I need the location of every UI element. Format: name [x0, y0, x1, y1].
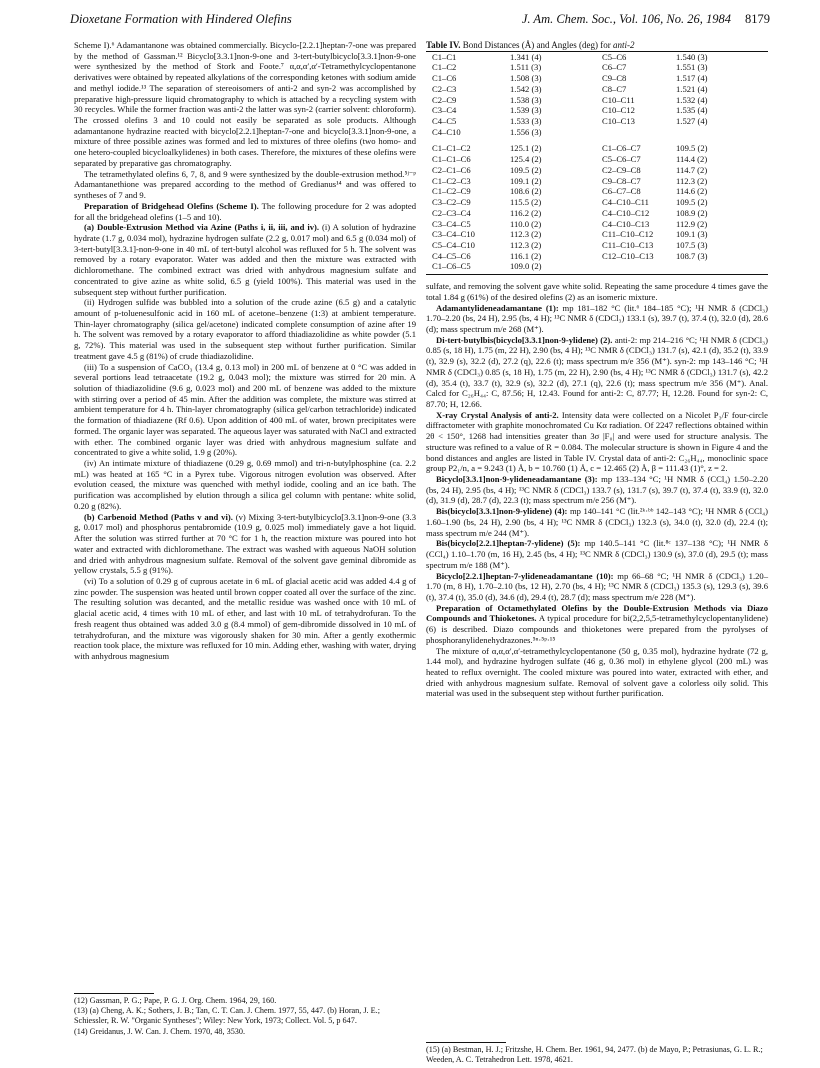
table-cell-atom-pair: C1–C2–C9 [432, 186, 471, 197]
paragraph-text: anti-2: mp 214–216 °C; ¹H NMR δ (CDCl₃) 0.85 (s, 18 H), 1.75 (m, 22 H), 2.90 (bs, 4 H); ¹³C NMR δ (CDCl₃) 131.7 (s), 42.1 (d), 35.2 (t), 33.9 (t), 32.9 (s), 32.2 (d), 27.2 (q), 22.6 (t); mass spectrum m/e 356 (M⁺). syn-2: mp 143–146 °C; ¹H NMR δ (CDCl₃) 0.85 (s, 18 H), 1.75 (m, 22 H), 2.90 (bs, 4 H); ¹³C NMR δ (CDCl₃) 131.7 (s), 42.2 (d), 35.4 (t), 33.7 (t), 32.9 (s), 32.2 (d), 27.1 (q), 22.6 (t); mass spectrum m/e 356 (M⁺). Anal. Calcd for C₂₆H₄₄: C, 87.56; H, 12.43. Found for anti-2: C, 87.77; H, 12.28. Found for syn-2: C, 87.70; H, 12.66. [426, 334, 768, 409]
table-cell-value: 115.5 (2) [510, 197, 542, 208]
table-cell-atom-pair: C3–C4–C5 [432, 218, 471, 229]
table-row [432, 229, 762, 240]
table-row [432, 197, 762, 208]
table-cell-atom-pair: C3–C4–C10 [432, 229, 475, 240]
paragraph [74, 222, 416, 297]
table-row [432, 73, 762, 84]
table-cell-value: 1.511 (3) [510, 62, 542, 73]
footnote: (15) (a) Bestman, H. J.; Fritzshe, H. Chem. Ber. 1961, 94, 2477. (b) de Mayo, P.; Petrasiunas, G. L. R.; Weeden, A. C. Tetrahedron Lett. 1978, 4621. [426, 1045, 763, 1065]
table-bottom-rule [426, 274, 768, 275]
footnote: (14) Greidanus, J. W. Can. J. Chem. 1970, 48, 3530. [74, 1026, 246, 1036]
paragraph [426, 335, 768, 410]
table-cell-atom-pair: C4–C5–C6 [432, 250, 471, 261]
table-cell-value [676, 261, 762, 272]
table-cell-value: 1.508 (3) [510, 73, 542, 84]
paragraph-heading: (a) Double-Extrusion Method via Azine (Paths i, ii, iii, and iv). [84, 222, 320, 233]
table-cell-value: 109.1 (2) [510, 175, 542, 186]
paragraph-heading: Preparation of Octamethylated Olefins by the Double-Extrusion Methods via Diazo Compounds and Thioketones. [426, 602, 768, 624]
table-caption-compound: anti-2 [613, 40, 635, 50]
table-cell-atom-pair: C2–C3 [432, 83, 457, 94]
table-row [432, 62, 762, 73]
table-cell-atom-pair: C5–C6–C7 [602, 154, 641, 165]
table-cell-value: 1.540 (3) [676, 51, 708, 62]
right-column-body [426, 281, 768, 699]
paragraph-text: The following procedure for 2 was adopted for all the bridgehead olefins (1–5 and 10). [74, 200, 416, 222]
table-cell-atom-pair [602, 261, 676, 272]
table-cell-value: 1.517 (4) [676, 73, 708, 84]
paragraph-heading: Bis(bicyclo[3.3.1]non-9-ylidene) (4): [436, 506, 568, 517]
paragraph-text: (vi) To a solution of 0.29 g of cuprous acetate in 6 mL of glacial acetic acid was added 4.4 g of zinc powder. The suspension was heated until brown copper coated all over the surface of the zinc. The resulting solution was decanted, and the metallic residue was washed once with 10 mL of glacial acetic acid, 4 times with 10 mL of ether, and last with 10 mL of tetrahydrofuran. To the fresh reagent thus obtained was added 3.0 g (8.4 mmol) of gem-dibromide dissolved in 10 mL of tetrahydrofuran, and the mixture was vigorously shaken for 30 min. After a gently exothermic reaction took place, the mixture was refluxed for 10 min. Adding ether, washing with water, drying with anhydrous magnesium [74, 575, 416, 661]
paragraph [426, 303, 768, 335]
table-row [432, 105, 762, 116]
table-cell-atom-pair: C4–C10–C13 [602, 218, 650, 229]
table-cell-value: 1.538 (3) [510, 94, 542, 105]
paragraph-text: Scheme I).⁶ Adamantanone was obtained commercially. Bicyclo-[2.2.1]heptan-7-one was prepared by the method of Gassman.¹² Bicyclo[3.3.1]non-9-one and 3-tert-butylbicyclo[3.3.1]non-9-one were synthesized by the method of Stork and Foote.⁷ α,α,α′,α′-Tetramethylcyclopentanone derivatives were obtained by repeated alkylations of the corresponding ketones with sodium amide and methyl iodide.¹³ The separation of stereoisomers of anti-2 and syn-2 was accomplished by preparative high-pressure liquid chromatography to which is attached by a recycling system with 30 recycles. While the former fraction was anti-2 the latter was syn-2 (carrier solvent: chloroform). The crossed olefins 3 and 10 could not easily be separated as sole products. Although adamantanone hydrazine reacted with bicyclo[2.2.1]heptan-7-one and bicyclo[3.3.1]non-9-one, a mixture of three possible azines was formed and led to mixtures of three olefins (two homo- and one hetero-coupled bicycloalkylidenes) in both cases. Therefore, the mixtures of these olefins were separated by preparative gas chromatography. [74, 40, 416, 168]
paragraph-text: (iv) An intimate mixture of thiadiazene (0.29 g, 0.69 mmol) and tri-n-butylphosphine (ca. 2.2 mL) was heated at 165 °C in a Pyrex tube. Vigorous nitrogen evolution was observed. After evolution ceased, the mixture was quenched with methyl iodide, cooling and an ice bath. The purification was accomplished by elution through a silica gel column with pentane: white solid, 0.20 g (82%). [74, 458, 416, 511]
paragraph [426, 603, 768, 646]
table-cell-value: 109.0 (2) [510, 261, 542, 272]
paragraph-text: (i) A solution of hydrazine hydrate (1.7 g, 0.034 mol), hydrazine hydrogen sulfate (2.2 g, 0.017 mol) and 6.5 g (0.034 mol) of 3-tert-butyl[3.3.1]-non-9-one in 40 mL of tert-butyl alcohol was refluxed for 5 h. The solvent was removed by a rotary evaporator. Water was added and then the mixture was extracted with dichloromethane. The combined extract was dried with anhydrous magnesium sulfate and concentrated to give azine as white solid, 6.5 g (yield 100%). This material was used in the subsequent step without further purification. [74, 222, 416, 297]
table-row [432, 84, 762, 95]
table-row [432, 154, 762, 165]
table-cell-value: 112.3 (2) [510, 229, 542, 240]
paragraph [426, 538, 768, 570]
paragraph-heading: (b) Carbenoid Method (Paths v and vi). [84, 511, 233, 522]
table-cell-value [676, 127, 762, 138]
table-cell-atom-pair: C1–C6 [432, 73, 457, 84]
table-cell-atom-pair: C8–C7 [602, 83, 627, 94]
paragraph [74, 297, 416, 361]
paragraph-heading: Bicyclo[2.2.1]heptan-7-ylideneadamantane (10): [436, 570, 614, 581]
table-cell-value: 1.341 (4) [510, 51, 542, 62]
paragraph-heading: Di-tert-butylbis(bicyclo[3.3.1]non-9-ylidene) (2). [436, 334, 613, 345]
table-cell-atom-pair: C4–C10 [432, 126, 461, 137]
paragraph-heading: Bis(bicyclo[2.2.1]heptan-7-ylidene) (5): [436, 538, 581, 549]
table-cell-value: 108.7 (3) [676, 250, 708, 261]
table-cell-value: 114.6 (2) [676, 186, 708, 197]
paragraph [426, 506, 768, 538]
table-cell-atom-pair: C10–C11 [602, 94, 635, 105]
table-cell-value: 1.521 (4) [676, 83, 708, 94]
table-cell-atom-pair: C1–C2–C3 [432, 175, 471, 186]
table-row [432, 143, 762, 154]
table-cell-atom-pair: C1–C2 [432, 62, 457, 73]
table-cell-atom-pair: C1–C6–C7 [602, 143, 641, 154]
running-header [70, 12, 770, 30]
right-footnotes [426, 1045, 768, 1065]
left-footnotes [74, 996, 416, 1037]
footnote: (13) (a) Cheng, A. K.; Sothers, J. B.; Tan, C. T. Can. J. Chem. 1977, 55, 447. (b) Horan, J. E.; Schiessler, R. W. "Organic Syntheses"; Wiley: New York, 1973; Collect. Vol. 5, p 647. [74, 1006, 380, 1026]
paragraph-text: mp 181–182 °C (lit.⁶ 184–185 °C); ¹H NMR δ (CDCl₃) 1.70–2.20 (bs, 24 H), 2.95 (bs, 4 H); ¹³C NMR δ (CDCl₃) 133.1 (s), 39.7 (t), 37.4 (t), 32.0 (d), 28.6 (d); mass spectrum m/e 268 (M⁺). [426, 302, 768, 334]
table-row [432, 208, 762, 219]
table-cell-value: 1.556 (3) [510, 126, 542, 137]
page-number: 8179 [745, 12, 770, 26]
right-text-column [426, 40, 768, 699]
table-cell-atom-pair: C2–C1–C6 [432, 164, 471, 175]
paragraph [426, 646, 768, 700]
table-cell-atom-pair: C4–C10–C11 [602, 197, 649, 208]
table-cell-value: 112.3 (2) [510, 239, 542, 250]
table-cell-value: 1.539 (3) [510, 105, 542, 116]
table-row [432, 240, 762, 251]
paragraph-text: mp 66–68 °C; ¹H NMR δ (CDCl₃) 1.20–1.70 (m, 8 H), 1.70–2.10 (bs, 12 H), 2.70 (bs, 4 H); ¹³C NMR δ (CDCl₃) 135.3 (s), 129.3 (s), 39.6 (t), 37.4 (t), 35.0 (d), 34.6 (d), 29.4 (t), 28.7 (d); mass spectrum m/e 228 (M⁺). [426, 570, 768, 602]
table-cell-value: 116.1 (2) [510, 250, 542, 261]
table-cell-atom-pair: C9–C8–C7 [602, 175, 641, 186]
table-row [432, 95, 762, 106]
paragraph-text: mp 140.5–141 °C (lit.⁸ᶜ 137–138 °C); ¹H NMR δ (CCl₄) 1.10–1.70 (m, 16 H), 2.45 (bs, 4 H); ¹³C NMR δ (CDCl₃) 130.9 (s), 37.0 (d), 29.5 (t); mass spectrum m/e 188 (M⁺). [426, 538, 768, 570]
footnote: (12) Gassman, P. G.; Pape, P. G. J. Org. Chem. 1964, 29, 160. [74, 996, 277, 1005]
table-cell-value: 1.551 (3) [676, 62, 708, 73]
table-cell-atom-pair: C3–C2–C9 [432, 197, 471, 208]
table-cell-value: 110.0 (2) [510, 218, 542, 229]
table-cell-atom-pair: C5–C4–C10 [432, 239, 475, 250]
table-row [432, 219, 762, 230]
paragraph-text: The mixture of α,α,α′,α′-tetramethylcyclopentanone (50 g, 0.35 mol), hydrazine hydrate (72 g, 1.44 mol), and hydrazine hydrogen sulfate (46 g, 0.36 mol) in ethylene glycol (200 mL) was heated to reflux overnight. The cooled mixture was poured into water, extracted with ether, and dried with anhydrous magnesium sulfate. Removal of solvent gave a colorless oily solid. This material was used in the subsequent step without further purification. [426, 645, 768, 699]
paragraph [74, 201, 416, 222]
paragraph-text: (ii) Hydrogen sulfide was bubbled into a solution of the crude azine (6.5 g) and a catalytic amount of p-toluenesulfonic acid in 160 mL of acetone–benzene (1:3) at ambient temperature. Thin-layer chromatography (silica gel/acetone) indicated complete consumption of azine after 19 h. The solvent was removed by a rotary evaporator to afford thiadiazolidine as white powder (5.1 g, 72%). This material was used in the subsequent step without further purification. Similar treatment gave 4.5 g (81%) of crude thiadiazolidine. [74, 297, 416, 361]
table-caption [426, 40, 768, 51]
table-cell-atom-pair: C1–C6–C5 [432, 261, 471, 272]
paragraph-text: The tetramethylated olefins 6, 7, 8, and 9 were synthesized by the double-extrusion method.⁵ʲ⁻ᵖ Adamantanethione was prepared according to the method of Gredianus¹⁴ and was offered to syntheses of 7 and 9. [74, 168, 416, 201]
right-footnote-rule [426, 1042, 506, 1043]
table-cell-atom-pair: C4–C10–C12 [602, 207, 650, 218]
table-label: Table IV. [426, 40, 461, 50]
table-cell-atom-pair: C11–C10–C13 [602, 239, 654, 250]
table-cell-atom-pair: C1–C1 [432, 51, 457, 62]
header-article-title: Dioxetane Formation with Hindered Olefins [70, 12, 292, 26]
table-cell-value: 1.527 (4) [676, 116, 708, 127]
table-row [432, 186, 762, 197]
table-cell-value: 107.5 (3) [676, 239, 708, 250]
header-journal: J. Am. Chem. Soc., Vol. 106, No. 26, 1984 [521, 12, 731, 26]
paragraph-text: sulfate, and removing the solvent gave white solid. Repeating the same procedure 4 times gave the total 1.84 g (61%) of the desired olefins (2) as an isomeric mixture. [426, 281, 768, 302]
table-cell-atom-pair: C4–C5 [432, 116, 457, 127]
paragraph [74, 169, 416, 201]
table-cell-value: 114.7 (2) [676, 164, 708, 175]
paragraph [426, 571, 768, 603]
header-journal-citation [522, 12, 770, 27]
table-cell-value: 109.1 (3) [676, 229, 708, 240]
table-cell-value: 1.533 (3) [510, 116, 542, 127]
table-cell-value: 108.9 (2) [676, 207, 708, 218]
table-cell-value: 109.5 (2) [510, 164, 542, 175]
table-cell-value: 1.542 (3) [510, 83, 542, 94]
paragraph-heading: X-ray Crystal Analysis of anti-2. [436, 409, 559, 420]
paragraph [74, 512, 416, 576]
left-text-column [74, 40, 416, 662]
table-cell-value: 125.4 (2) [510, 154, 542, 165]
table-cell-atom-pair: C2–C9 [432, 94, 457, 105]
paragraph [426, 474, 768, 506]
table-cell-value: 109.5 (2) [676, 143, 708, 154]
table-row [432, 176, 762, 187]
table-cell-atom-pair: C1–C1–C2 [432, 143, 471, 154]
table-cell-value: 112.3 (2) [676, 175, 708, 186]
bond-angle-table [432, 143, 762, 272]
table-row [432, 116, 762, 127]
bond-distance-table [432, 52, 762, 138]
table-cell-atom-pair [602, 127, 676, 138]
table-caption-text: Bond Distances (Å) and Angles (deg) for [460, 40, 613, 50]
table-cell-atom-pair: C2–C3–C4 [432, 207, 471, 218]
table-cell-value: 1.532 (4) [676, 94, 708, 105]
left-footnote-rule [74, 993, 154, 994]
paragraph [74, 362, 416, 458]
paragraph-text: (iii) To a suspension of CaCO₃ (13.4 g, 0.13 mol) in 200 mL of benzene at 0 °C was added in several portions lead tetraacetate (19.2 g, 0.043 mol); the mixture was stirred for 20 min. A solution of thiadiazolidine (9.6 g, 0.023 mol) and 200 mL of benzene was added to the mixture with stirring over a period of 45 min. After the addition was complete, the mixture was stirred at ambient temperature for 4 h. Thin-layer chromatography (silica gel/carbon tetrachloride) indicated the formation of thiadiazene (Rf 0.6). Upon addition of 400 mL of water, brown precipitates were formed. The organic layer was separated. The aqueous layer was saturated with NaCl and extracted with ether. The combined organic layer was dried with anhydrous magnesium sulfate and concentrated to give a white solid, 1.9 g (20%). [74, 361, 416, 458]
table-row [432, 165, 762, 176]
table-cell-atom-pair: C2–C9–C8 [602, 164, 641, 175]
table-cell-atom-pair: C3–C4 [432, 105, 457, 116]
table-cell-value: 109.5 (2) [676, 197, 708, 208]
table-cell-atom-pair: C10–C12 [602, 105, 635, 116]
table-cell-value: 114.4 (2) [676, 154, 708, 165]
paragraph-text: mp 140–141 °C (lit.²ᵏ·ᵇᵇ 142–143 °C); ¹H NMR δ (CCl₄) 1.60–1.90 (bs, 24 H), 2.90 (bs, 4 H); ¹³C NMR δ (CDCl₃) 132.3 (s), 34.0 (t), 32.0 (d), 22.4 (t); mass spectrum m/e 244 (M⁺). [426, 506, 768, 538]
paragraph [74, 458, 416, 512]
table-cell-value: 125.1 (2) [510, 143, 542, 154]
table-row [432, 127, 762, 138]
paragraph-text: mp 133–134 °C; ¹H NMR δ (CCl₄) 1.50–2.20 (bs, 24 H), 2.95 (bs, 4 H); ¹³C NMR δ (CDCl₃) 133.7 (s), 131.7 (s), 39.7 (t), 37.4 (t), 33.9 (t), 32.0 (d), 31.9 (d), 28.7 (d), 22.3 (t); mass spectrum m/e 256 (M⁺). [426, 474, 768, 506]
paragraph [74, 576, 416, 662]
paragraph [426, 410, 768, 474]
table-cell-value: 108.6 (2) [510, 186, 542, 197]
table-cell-value: 112.9 (2) [676, 218, 708, 229]
paragraph-heading: Bicyclo[3.3.1]non-9-ylideneadamantane (3): [436, 474, 598, 485]
paragraph [426, 281, 768, 302]
paragraph-heading: Preparation of Bridgehead Olefins (Scheme I). [84, 200, 259, 211]
table-cell-atom-pair: C1–C1–C6 [432, 154, 471, 165]
paragraph-heading: Adamantylideneadamantane (1): [436, 302, 559, 313]
table-cell-value: 116.2 (2) [510, 207, 542, 218]
table-row [432, 251, 762, 262]
table-cell-atom-pair: C6–C7 [602, 62, 627, 73]
table-cell-value: 1.535 (4) [676, 105, 708, 116]
paragraph-text: Intensity data were collected on a Nicolet P₃/F four-circle diffractometer with graphite monochromated Cu Kα radiation. Of 2247 reflections obtained within 2θ < 150°, 1268 had intensities greater than 3σ |F₀| and were used for structure analysis. The structure was refined to a value of R = 0.084. The molecular structure is shown in Figure 4 and the bond distances and angles are listed in Table IV. Crystal data of anti-2: C₂₆H₄₄, monoclinic space group P2₁/n, a = 9.243 (1) Å, b = 10.760 (1) Å, c = 12.465 (2) Å, β = 111.43 (1)°, z = 2. [426, 409, 768, 474]
paragraph-text: (v) Mixing 3-tert-butylbicyclo[3.3.1]non-9-one (3.3 g, 0.017 mol) and phosphorus pentabromide (10.9 g, 0.025 mol) immediately gave a hot liquid. After the solution was stirred further at 70 °C for 1 h, the reaction mixture was poured into hot water and extracted with dichloromethane. The extract was washed with aqueous NaOH solution and dried with anhydrous magnesium sulfate. Removal of the solvent gave geminal dibromide as yellow crystals, 5.5 g (91%). [74, 511, 416, 576]
table-cell-atom-pair: C5–C6 [602, 51, 627, 62]
paragraph [74, 40, 416, 169]
paragraph-text: A typical procedure for bi(2,2,5,5-tetramethylcyclopentanylidene) (6) is described. Diazo compounds and thioketones were prepared from the pyrolyses of phosphoranylidenehydrazones.⁵ⁿ·⁵ᵖ·¹⁵ [426, 613, 768, 645]
table-cell-atom-pair: C11–C10–C12 [602, 229, 654, 240]
table-cell-atom-pair: C10–C13 [602, 116, 635, 127]
table-row [432, 52, 762, 63]
table-cell-atom-pair: C9–C8 [602, 73, 627, 84]
table-row [432, 261, 762, 272]
table-cell-atom-pair: C12–C10–C13 [602, 250, 654, 261]
table-cell-atom-pair: C6–C7–C8 [602, 186, 641, 197]
bond-table [426, 40, 768, 275]
